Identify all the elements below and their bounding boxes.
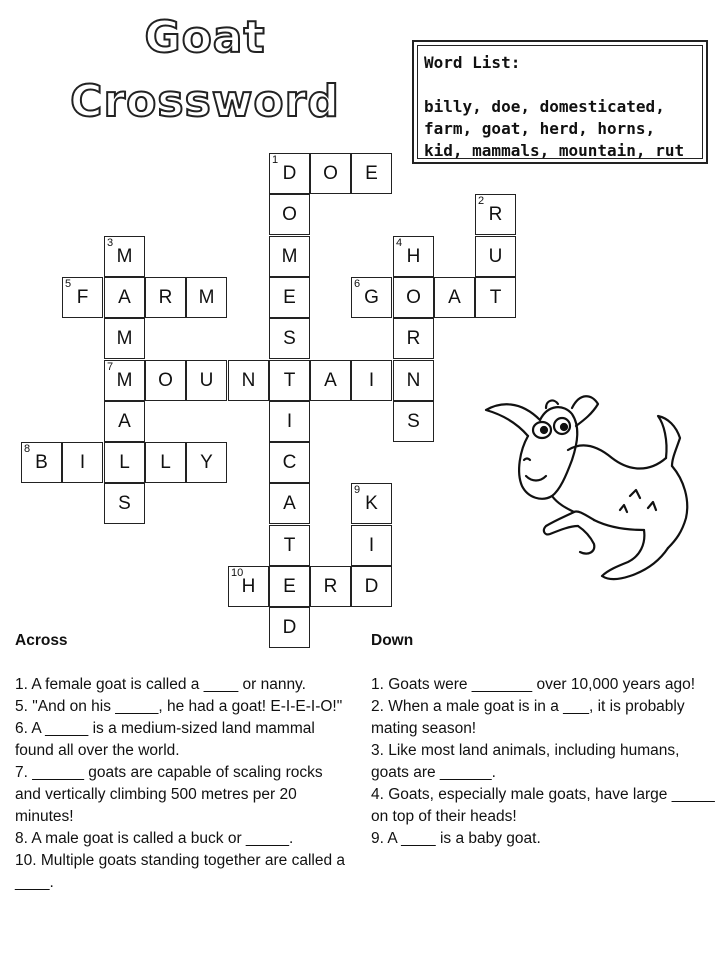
grid-cell	[186, 442, 227, 483]
cell-letter: R	[158, 286, 173, 308]
grid-cell	[186, 277, 227, 318]
grid-cell	[62, 277, 103, 318]
grid-cell	[310, 566, 351, 607]
across-clue-8: 8. A male goat is called a buck or _____.	[15, 830, 294, 847]
down-clue-2: 2. When a male goat is in a ___, it is probably mating season!	[371, 698, 685, 737]
cell-letter: B	[35, 451, 48, 473]
grid-cell	[310, 153, 351, 194]
cell-letter: T	[283, 369, 296, 391]
cell-letter: T	[283, 534, 296, 556]
clue-number: 3	[107, 237, 114, 249]
cell-letter: A	[283, 492, 296, 514]
grid-cell	[104, 318, 145, 359]
cell-letter: E	[283, 575, 296, 597]
cell-letter: Y	[200, 451, 213, 473]
word-list-heading: Word List:	[424, 53, 521, 72]
cell-letter: U	[199, 369, 214, 391]
clue-number: 6	[354, 278, 361, 290]
cell-letter: I	[368, 534, 375, 556]
grid-cell	[269, 194, 310, 235]
grid-cell	[351, 277, 392, 318]
title-line-1: Goat	[144, 12, 266, 63]
down-clues	[371, 630, 716, 850]
across-clue-10: 10. Multiple goats standing together are called a ____.	[15, 852, 346, 891]
cell-letter: O	[406, 286, 421, 308]
cell-letter: L	[119, 451, 130, 473]
cell-letter: T	[489, 286, 502, 308]
grid-cell	[269, 483, 310, 524]
grid-cell	[104, 442, 145, 483]
grid-cell	[475, 194, 516, 235]
grid-cell	[269, 318, 310, 359]
clue-number: 10	[231, 567, 244, 579]
cell-letter: N	[406, 369, 421, 391]
cell-letter: D	[364, 575, 379, 597]
across-clues	[15, 630, 350, 894]
cell-letter: A	[448, 286, 461, 308]
cell-letter: A	[324, 369, 337, 391]
cell-letter: D	[282, 616, 297, 638]
across-clue-7: 7. ______ goats are capable of scaling rocks and vertically climbing 500 metres per 20 minutes!	[15, 764, 323, 825]
word-list-words: billy, doe, domesticated, farm, goat, herd, horns, kid, mammals, mountain, rut	[424, 97, 685, 160]
cell-letter: G	[364, 286, 379, 308]
cell-letter: R	[406, 327, 421, 349]
clue-number: 9	[354, 484, 361, 496]
grid-cell	[145, 442, 186, 483]
down-clue-1: 1. Goats were _______ over 10,000 years ago!	[371, 676, 695, 693]
grid-cell	[269, 566, 310, 607]
cell-letter: C	[282, 451, 297, 473]
grid-cell	[269, 525, 310, 566]
cell-letter: I	[79, 451, 86, 473]
cell-letter: H	[241, 575, 256, 597]
cell-letter: A	[118, 286, 131, 308]
grid-cell	[351, 525, 392, 566]
cell-letter: I	[286, 410, 293, 432]
grid-cell	[434, 277, 475, 318]
grid-cell	[475, 236, 516, 277]
cell-letter: E	[283, 286, 296, 308]
down-clue-4: 4. Goats, especially male goats, have large _____ on top of their heads!	[371, 786, 715, 825]
cell-letter: F	[76, 286, 89, 308]
cell-letter: R	[323, 575, 338, 597]
grid-cell	[393, 236, 434, 277]
goat-illustration	[480, 380, 710, 590]
cell-letter: I	[368, 369, 375, 391]
grid-cell	[145, 277, 186, 318]
grid-cell	[104, 277, 145, 318]
clue-number: 8	[24, 443, 31, 455]
grid-cell	[269, 277, 310, 318]
cell-letter: R	[488, 203, 503, 225]
cell-letter: O	[282, 203, 297, 225]
grid-cell	[351, 153, 392, 194]
grid-cell	[104, 360, 145, 401]
grid-cell	[393, 360, 434, 401]
grid-cell	[269, 401, 310, 442]
clue-number: 4	[396, 237, 403, 249]
cell-letter: E	[365, 162, 378, 184]
grid-cell	[351, 360, 392, 401]
grid-cell	[104, 483, 145, 524]
grid-cell	[351, 483, 392, 524]
cell-letter: M	[281, 245, 298, 267]
grid-cell	[269, 442, 310, 483]
down-heading: Down	[371, 632, 414, 649]
grid-cell	[269, 236, 310, 277]
across-clue-1: 1. A female goat is called a ____ or nanny.	[15, 676, 306, 693]
cell-letter: U	[488, 245, 503, 267]
grid-cell	[310, 360, 351, 401]
cell-letter: M	[116, 245, 133, 267]
cell-letter: O	[323, 162, 338, 184]
grid-cell	[228, 566, 269, 607]
cell-letter: S	[283, 327, 296, 349]
grid-cell	[475, 277, 516, 318]
clue-number: 1	[272, 154, 279, 166]
across-clue-6: 6. A _____ is a medium-sized land mammal found all over the world.	[15, 720, 315, 759]
grid-cell	[62, 442, 103, 483]
across-clue-5: 5. "And on his _____, he had a goat! E-I-E-I-O!"	[15, 698, 343, 715]
across-heading: Across	[15, 632, 68, 649]
title-line-2: Crossword	[70, 76, 340, 127]
cell-letter: A	[118, 410, 131, 432]
cell-letter: S	[407, 410, 420, 432]
cell-letter: K	[365, 492, 378, 514]
clue-number: 5	[65, 278, 72, 290]
grid-cell	[269, 153, 310, 194]
grid-cell	[351, 566, 392, 607]
grid-cell	[21, 442, 62, 483]
grid-cell	[393, 277, 434, 318]
cell-letter: M	[116, 369, 133, 391]
clue-number: 2	[478, 195, 485, 207]
grid-cell	[104, 236, 145, 277]
cell-letter: H	[406, 245, 421, 267]
grid-cell	[269, 360, 310, 401]
clue-number: 7	[107, 361, 114, 373]
grid-cell	[393, 401, 434, 442]
down-clue-3: 3. Like most land animals, including humans, goats are ______.	[371, 742, 680, 781]
cell-letter: D	[282, 162, 297, 184]
cell-letter: M	[198, 286, 215, 308]
grid-cell	[104, 401, 145, 442]
cell-letter: S	[118, 492, 131, 514]
grid-cell	[186, 360, 227, 401]
cell-letter: L	[160, 451, 171, 473]
grid-cell	[145, 360, 186, 401]
cell-letter: M	[116, 327, 133, 349]
grid-cell	[393, 318, 434, 359]
cell-letter: N	[241, 369, 256, 391]
cell-letter: O	[158, 369, 173, 391]
grid-cell	[228, 360, 269, 401]
down-clue-9: 9. A ____ is a baby goat.	[371, 830, 541, 847]
